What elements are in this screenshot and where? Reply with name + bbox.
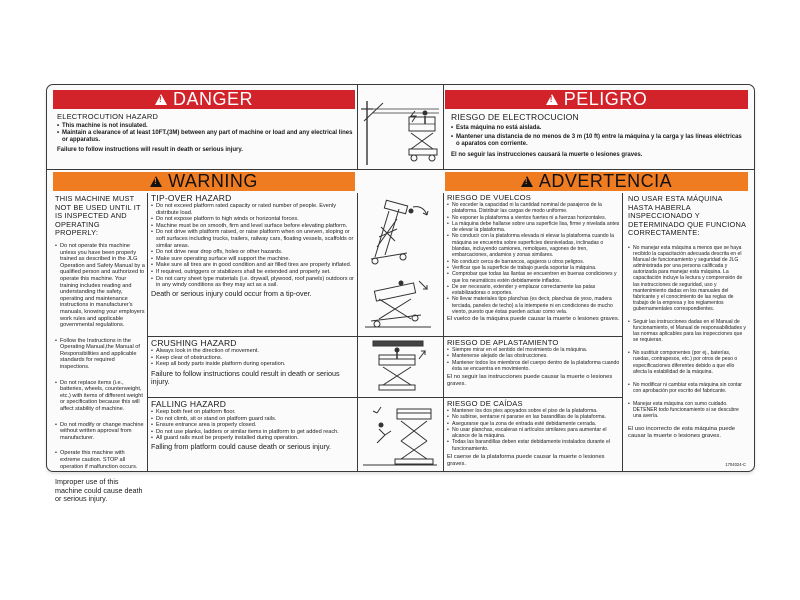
tipover-bullets [151,203,355,289]
list-item: • Do not drive near drop offs, holes or other hazards. [151,249,355,256]
divider [147,397,622,398]
advertencia-general-paragraphs [628,245,748,419]
list-item: • Siempre mirar en el sentido del movimiento de la máquina. [447,347,621,353]
falling-pictogram [361,399,439,469]
caidas-footer: El caerse de la plataforma puede causar la muerte o lesiones graves. [447,454,605,467]
danger-bullets [57,123,353,144]
part-number: 1704024-C [725,462,746,467]
electrocution-pictogram [359,91,443,167]
divider [147,336,622,337]
aplastamiento-section [447,338,621,387]
list-item: • Verificar que la superficie de trabajo pueda soportar la máquina. [447,265,621,271]
peligro-header-text: PELIGRO [563,89,648,109]
list-item: • Keep both feet on platform floor. [151,409,355,416]
divider [622,193,623,471]
aplastamiento-bullets [447,347,621,372]
danger-title: ELECTROCUTION HAZARD [57,112,159,121]
list-item: • This machine is not insulated. [57,123,353,130]
list-item: • No usar planchas, escaleras ni artículos similares para aumentar el alcance de la máquina. [447,427,621,440]
crushing-title: CRUSHING HAZARD [151,338,237,348]
alert-triangle-icon: ! [150,176,162,187]
list-item: • No exceder la capacidad ni la cantidad nominal de pasajeros de la plataforma. Distribuir las cargas de modo uniforme. [447,202,621,215]
list-item: • No conducir con la plataforma elevada ni elevar la plataforma cuando la máquina se encuentra sobre superficies desniveladas, inclinadas o blandas, incluyendo camiones, remolques, vagones de tren, embarcaciones, andamios y zonas similares. [447,233,621,258]
list-item: • La máquina debe hallarse sobre una superficie lisa, firme y nivelada antes de elevar la plataforma. [447,221,621,234]
list-item: • Do not modify or change machine without written approval from manufacturer. [55,422,145,442]
warning-header [53,172,355,191]
warning-general-paragraphs [55,243,145,470]
warning-general [55,195,145,503]
list-item: • Seguir las instrucciones dadas en el Manual de funcionamiento, el Manual de responsabilidades y las normas aplicables para las inspecciones que se requieran. [628,319,748,343]
tipover-title: TIP-OVER HAZARD [151,193,232,203]
danger-body [57,112,353,154]
list-item: • Mantener todos los miembros del cuerpo dentro de la plataforma cuando ésta se encuentra en movimiento. [447,360,621,373]
list-item: • Do not exceed platform rated capacity or rated number of people. Evenly distribute load. [151,203,355,216]
list-item: • No llevar materiales tipo planchas (es decir, planchas de yeso, madera terciada, paneles de techo) a la intemperie ni en condiciones de mucho viento, puesto que éstas pueden actuar como vela. [447,296,621,315]
danger-footer: Failure to follow instructions will result in death or serious injury. [57,147,243,153]
list-item: • Mantener los dos pies apoyados sobre el piso de la plataforma. [447,408,621,414]
crushing-footer: Failure to follow instructions could result in death or serious injury. [151,368,340,387]
list-item: • All guard rails must be properly installed during operation. [151,435,355,442]
warning-general-footer: Improper use of this machine could cause death or serious injury. [55,477,143,503]
advertencia-general-title: NO USAR ESTA MÁQUINA HASTA HABERLA INSPECCIONADO Y DETERMINADO QUE FUNCIONA CORRECTAMENTE: [628,194,746,238]
list-item: • Do not expose platform to high winds or horizontal forces. [151,216,355,223]
falling-footer: Falling from platform could cause death or serious injury. [151,441,332,451]
list-item: • No manejar esta máquina a menos que se haya recibido la capacitación adecuada descrita en el Manual de funcionamiento y seguridad de JLG administrada por una persona calificada y autorizada para manejar esta máquina. La capacitación incluye la lectura y comprensión de las instrucciones de seguridad, uso y mantenimiento dadas en los manuales del fabricante y el conocimiento de las reglas de trabajo de la empresa y los reglamentos gubernamentales correspondientes. [628,245,748,312]
list-item: • No subirse, sentarse ni pararse en las barandillas de la plataforma. [447,414,621,420]
peligro-bullets [451,125,745,148]
list-item: • Do not carry sheet type materials (i.e. drywall, plywood, roof panels) outdoors or in any windy conditions as they may act as a sail. [151,276,355,289]
warning-header-text: WARNING [168,171,258,191]
list-item: • Do not use planks, ladders or similar items in platform to get added reach. [151,429,355,436]
danger-header-text: DANGER [172,89,253,109]
divider [357,193,358,471]
list-item: • Manejar esta máquina con sumo cuidado. DETENER todo funcionamiento si se descubre una avería. [628,401,748,419]
tipover-footer: Death or serious injury could occur from a tip-over. [151,288,312,298]
list-item: • Machine must be on smooth, firm and level surface before elevating platform. [151,223,355,230]
danger-header [53,90,355,109]
crushing-section [151,338,355,387]
alert-triangle-icon: ! [155,94,167,105]
tipover-pictogram [361,197,439,331]
list-item: • Maintain a clearance of at least 10FT.(3M) between any part of machine or load and any electrical lines or apparatus. [57,130,353,144]
advertencia-general [628,195,748,440]
caidas-section [447,399,621,467]
alert-triangle-icon: ! [521,176,533,187]
list-item: • Follow the Instructions in the Operating Manual,the Manual of Responsibilities and applicable standards for required inspections. [55,338,145,371]
list-item: • No conducir cerca de barrancos, agujeros u otros peligros. [447,259,621,265]
aplastamiento-footer: El no seguir las instrucciones puede causar la muerte o lesiones graves. [447,374,613,387]
list-item: • No sustituir componentes (por ej., baterías, ruedas, contrapesos, etc.) por otros de peso o especificaciones diferentes debido a que ello afecta la estabilidad de la máquina. [628,350,748,374]
peligro-title: RIESGO DE ELECTROCUCION [451,112,579,122]
list-item: • Do not climb, sit or stand on platform guard rails. [151,416,355,423]
list-item: • Make sure operating surface will support the machine. [151,256,355,263]
list-item: • If required, outriggers or stabilizers shall be extended and properly set. [151,269,355,276]
tipover-section [151,193,355,298]
falling-section [151,399,355,451]
list-item: • No exponer la plataforma a vientos fuertes ni a fuerzas horizontales. [447,215,621,221]
list-item: • Mantener una distancia de no menos de 3 m (10 ft) entre la máquina y la carga y las líneas eléctricas o aparatos con corriente. [451,134,745,148]
vuelcos-section [447,193,621,323]
list-item: • No modificar ni cambiar esta máquina sin contar con aprobación por escrito del fabricante. [628,382,748,394]
list-item: • Operate this machine with extreme caution. STOP all operation if malfunction occurs. [55,450,145,470]
list-item: • Ensure entrance area is properly closed. [151,422,355,429]
list-item: • Make sure all tires are in good condition and air filled tires are properly inflated. [151,262,355,269]
peligro-body [451,112,745,159]
advertencia-general-footer: El uso incorrecto de esta máquina puede causar la muerte o lesiones graves. [628,426,736,440]
list-item: • Mantenerse alejado de las obstrucciones. [447,353,621,359]
peligro-header [445,90,748,109]
advertencia-header [445,172,748,191]
divider [147,193,148,471]
caidas-bullets [447,408,621,452]
vuelcos-bullets [447,202,621,315]
list-item: • Todas las barandillas deben estar debidamente instalados durante el funcionamiento. [447,439,621,452]
falling-title: FALLING HAZARD [151,399,227,409]
safety-decal [46,84,755,503]
list-item: • Always look in the direction of movement. [151,348,355,355]
peligro-footer: El no seguir las instrucciones causará la muerte o lesiones graves. [451,152,643,158]
list-item: • De ser necesario, extender y emplazar correctamente las patas estabilizadoras o soportes. [447,284,621,297]
warning-general-title: THIS MACHINE MUST NOT BE USED UNTIL IT IS INSPECTED AND OPERATING PROPERLY: [55,194,141,238]
list-item: • Do not replace items (i.e., batteries, wheels, counterweight, etc.) with items of different weight or specification because this will affect stability of machine. [55,380,145,413]
divider [47,169,754,170]
list-item: • Do not drive with platform raised, or raise platform when on uneven, sloping or soft surfaces including trucks, trailers, railway cars, floating vessels, scaffolds or similar areas. [151,229,355,249]
advertencia-header-text: ADVERTENCIA [538,171,673,191]
vuelcos-footer: El vuelco de la máquina puede causar la muerte o lesiones graves. [447,316,620,323]
list-item: • Do not operate this machine unless you have been properly trained as described in the JLG Operation and Safety Manual by a qualified person and authorized to operate this machine. Your training includes reading and understanding the safety, operating and maintenance instructions in manufacturer's manuals, knowing your employers work rules and applicable governmental regulations. [55,243,145,329]
divider [443,85,444,170]
list-item: • Asegurarse que la zona de entrada esté debidamente cerrada. [447,421,621,427]
divider [443,193,444,471]
alert-triangle-icon: ! [546,94,558,105]
crushing-bullets [151,348,355,368]
vuelcos-title: RIESGO DE VUELCOS [447,193,531,202]
list-item: • Keep all body parts inside platform during operation. [151,361,355,368]
list-item: • Esta máquina no está aislada. [451,125,745,132]
crushing-pictogram [361,339,439,395]
divider [357,85,358,170]
list-item: • Keep clear of obstructions. [151,355,355,362]
caidas-title: RIESGO DE CAÍDAS [447,399,523,408]
aplastamiento-title: RIESGO DE APLASTAMIENTO [447,338,559,347]
list-item: • Comprobar que todas las llantas se encuentren en buenas condiciones y que los neumáticos estén debidamente inflados. [447,271,621,284]
falling-bullets [151,409,355,442]
